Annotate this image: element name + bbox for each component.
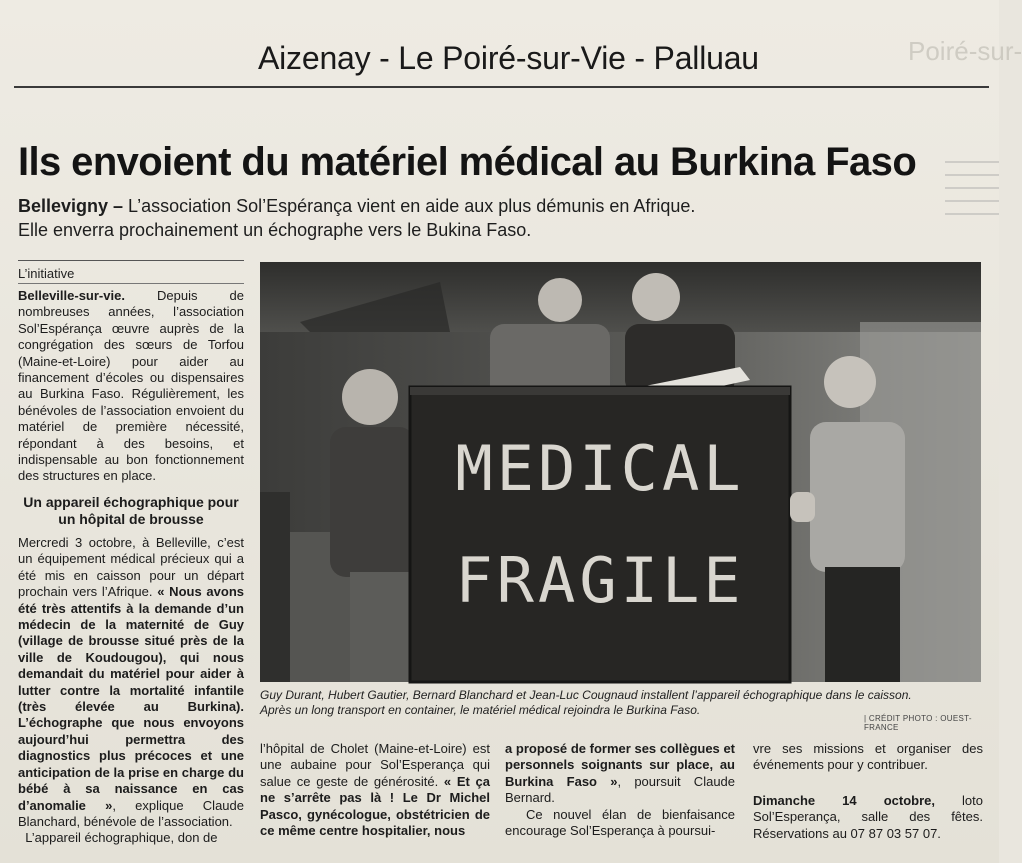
article-column-1 [18, 288, 244, 485]
standfirst-place: Bellevigny – [18, 196, 124, 216]
rubric-rule-bottom [18, 283, 244, 284]
paragraph-text: vre ses missions et organiser des événements pour y contribuer. [753, 741, 983, 773]
rubric-rule-top [18, 260, 244, 261]
article-column-1-continued [18, 535, 244, 847]
adjacent-page-bleed: Poiré-sur- [908, 36, 1022, 66]
quote-text: a proposé de former ses collègues et personnels soignants sur place, au Burkina Faso » [505, 741, 735, 789]
photo-credit: | CRÉDIT PHOTO : OUEST-FRANCE [864, 714, 972, 732]
event-details: loto Sol’Esperança, salle des fêtes. Réservations au 07 87 03 57 07. [753, 793, 983, 841]
paragraph-text: , explique Claude Blanchard, bénévole de l’association. [18, 797, 244, 829]
caption-line1: Guy Durant, Hubert Gautier, Bernard Blanchard et Jean-Luc Cougnaud installent l’appareil échographique dans le caisson. [260, 688, 912, 702]
quote-text: « Nous avons été très attentifs à la demande d’un médecin de la maternité de Guy (village de brousse situé près de la ville de Koudougou), qui nous demandait du matériel pour aider à lutter contre la mortalité infantile (très élevée au Burkina). L’échographe que nous envoyons aujourd’hui permettra des diagnostics plus précoces et une anticipation de la prise en charge du bébé à sa naissance en cas d’anomalie » [18, 584, 244, 813]
article-headline: Ils envoient du matériel médical au Burkina Faso [18, 140, 917, 184]
standfirst-line1: L’association Sol’Espérança vient en aide aux plus démunis en Afrique. [123, 196, 696, 216]
paragraph-intro: Depuis de nombreuses années, l’association Sol’Espérança œuvre auprès de la congrégation des sœurs de Torfou (Maine-et-Loire) pour aider au financement d’écoles ou dispensaires au Burkina Faso. Régulièrement, les bénévoles de l’association envoient du matériel de première nécessité, répondant à des besoins, et indispensable au bon fonctionnement des structures en place. [18, 288, 244, 484]
dateline: Belleville-sur-vie. [18, 288, 125, 303]
paragraph-text: l’hôpital de Cholet (Maine-et-Loire) est une aubaine pour Sol’Esperança qui salue ce geste de générosité. [260, 741, 490, 789]
paragraph-text: L’appareil échographique, don de [25, 830, 218, 846]
article-column-2 [260, 741, 490, 839]
article-column-4 [753, 741, 983, 774]
article-subheading: Un appareil échographique pour un hôpital de brousse [23, 494, 239, 527]
crate-text-line2: FRAGILE [455, 544, 745, 617]
quote-text: « Et ça ne s’arrête pas là ! Le Dr Michel Pasco, gynécologue, obstétricien de ce même centre hospitalier, nous [260, 773, 490, 839]
standfirst-line2: Elle enverra prochainement un échographe vers le Bukina Faso. [18, 220, 532, 240]
photo-illustration [260, 262, 981, 682]
article-column-3 [505, 741, 735, 839]
event-notice [753, 793, 983, 842]
paragraph-text: Ce nouvel élan de bienfaisance encourage Sol’Esperança à poursui- [505, 806, 735, 839]
crate-text-line1: MEDICAL [455, 432, 745, 505]
article-photo [260, 262, 981, 682]
rubric-label: L’initiative [18, 266, 75, 281]
paragraph-text: , poursuit Claude Bernard. [505, 773, 736, 806]
paragraph-text: Mercredi 3 octobre, à Belleville, c’est un équipement médical précieux qui a été mis en caisson pour un départ prochain vers l’Afrique. [18, 535, 244, 600]
caption-line2: Après un long transport en container, le matériel médical rejoindra le Burkina Faso. [260, 703, 701, 717]
section-title: Aizenay - Le Poiré-sur-Vie - Palluau [258, 40, 759, 76]
article-standfirst [18, 194, 978, 242]
event-date: Dimanche 14 octobre, [753, 793, 935, 808]
